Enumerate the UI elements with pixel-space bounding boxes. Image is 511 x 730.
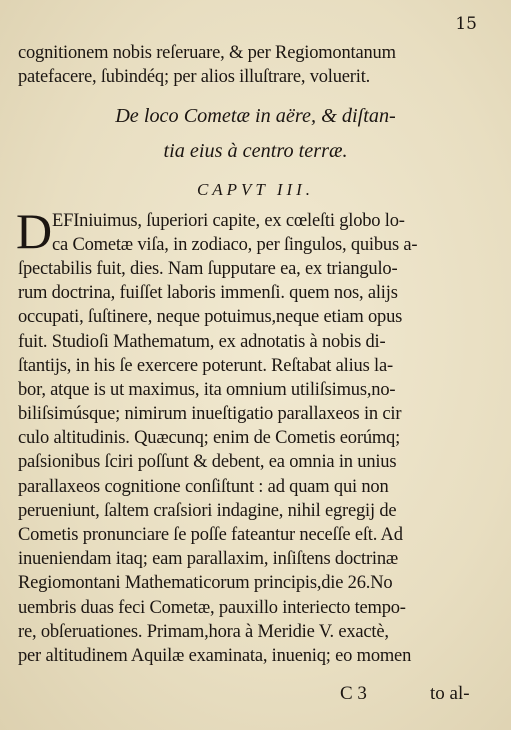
intro-line-2: patefacere, ſubindéq; per alios illuſtrare, voluerit. (18, 67, 371, 87)
body-line: bor, atque is ut maximus, ita omnium utiliſsimus,no- (18, 380, 396, 400)
catchword: to al- (430, 683, 470, 704)
body-line: inueniendam itaq; eam parallaxim, inſiſtens doctrinæ (18, 549, 399, 569)
chapter-number: CAPVT III. (196, 180, 315, 199)
body-line: occupati, ſuſtinere, neque potuimus,neque etiam opus (18, 307, 403, 327)
body-line: Regiomontani Mathematicorum principis,die 26.No (18, 573, 393, 593)
page-footer (0, 683, 511, 707)
drop-cap: D (16, 203, 53, 259)
body-line: ca Cometæ viſa, in zodiaco, per ſingulos, quibus a- (52, 235, 418, 255)
signature-mark: C 3 (340, 683, 367, 704)
intro-line-1: cognitionem nobis reſeruare, & per Regiomontanum (18, 43, 396, 63)
body-line: per altitudinem Aquilæ examinata, inueniq; eo momen (18, 646, 412, 666)
body-line: rum doctrina, fuiſſet laboris immenſi. quem nos, alijs (18, 283, 398, 303)
body-line: fuit. Studioſi Mathematum, ex adnotatis à nobis di- (18, 332, 386, 352)
chapter-heading-line-1: De loco Cometæ in aëre, & diſtan- (115, 105, 396, 127)
body-line: re, obſeruationes. Primam,hora à Meridie V. exactè, (18, 622, 389, 642)
body-line: culo altitudinis. Quæcunq; enim de Cometis eorúmq; (18, 428, 401, 448)
body-line: biliſsimúsque; nimirum inueſtigatio parallaxeos in cir (18, 404, 402, 424)
body-line: parallaxeos cognitione conſiſtunt : ad quam qui non (18, 477, 389, 497)
body-line: uembris duas feci Cometæ, pauxillo interiecto tempo- (18, 598, 406, 618)
body-line: perueniunt, ſaltem craſsiori indagine, nihil egregij de (18, 501, 397, 521)
page-number: 15 (455, 14, 477, 34)
body-line: Cometis pronunciare ſe poſſe fateantur neceſſe eſt. Ad (18, 525, 403, 545)
chapter-heading-line-2: tia eius à centro terræ. (163, 140, 348, 162)
body-line: ſtantijs, in his ſe exercere poterunt. Reſtabat alius la- (18, 356, 393, 376)
body-line: ſpectabilis fuit, dies. Nam ſupputare ea, ex triangulo- (18, 259, 398, 279)
body-line: EFIniuimus, ſuperiori capite, ex cœleſti globo lo- (52, 211, 405, 231)
body-line: paſsionibus ſciri poſſunt & debent, ea omnia in unius (18, 452, 397, 472)
